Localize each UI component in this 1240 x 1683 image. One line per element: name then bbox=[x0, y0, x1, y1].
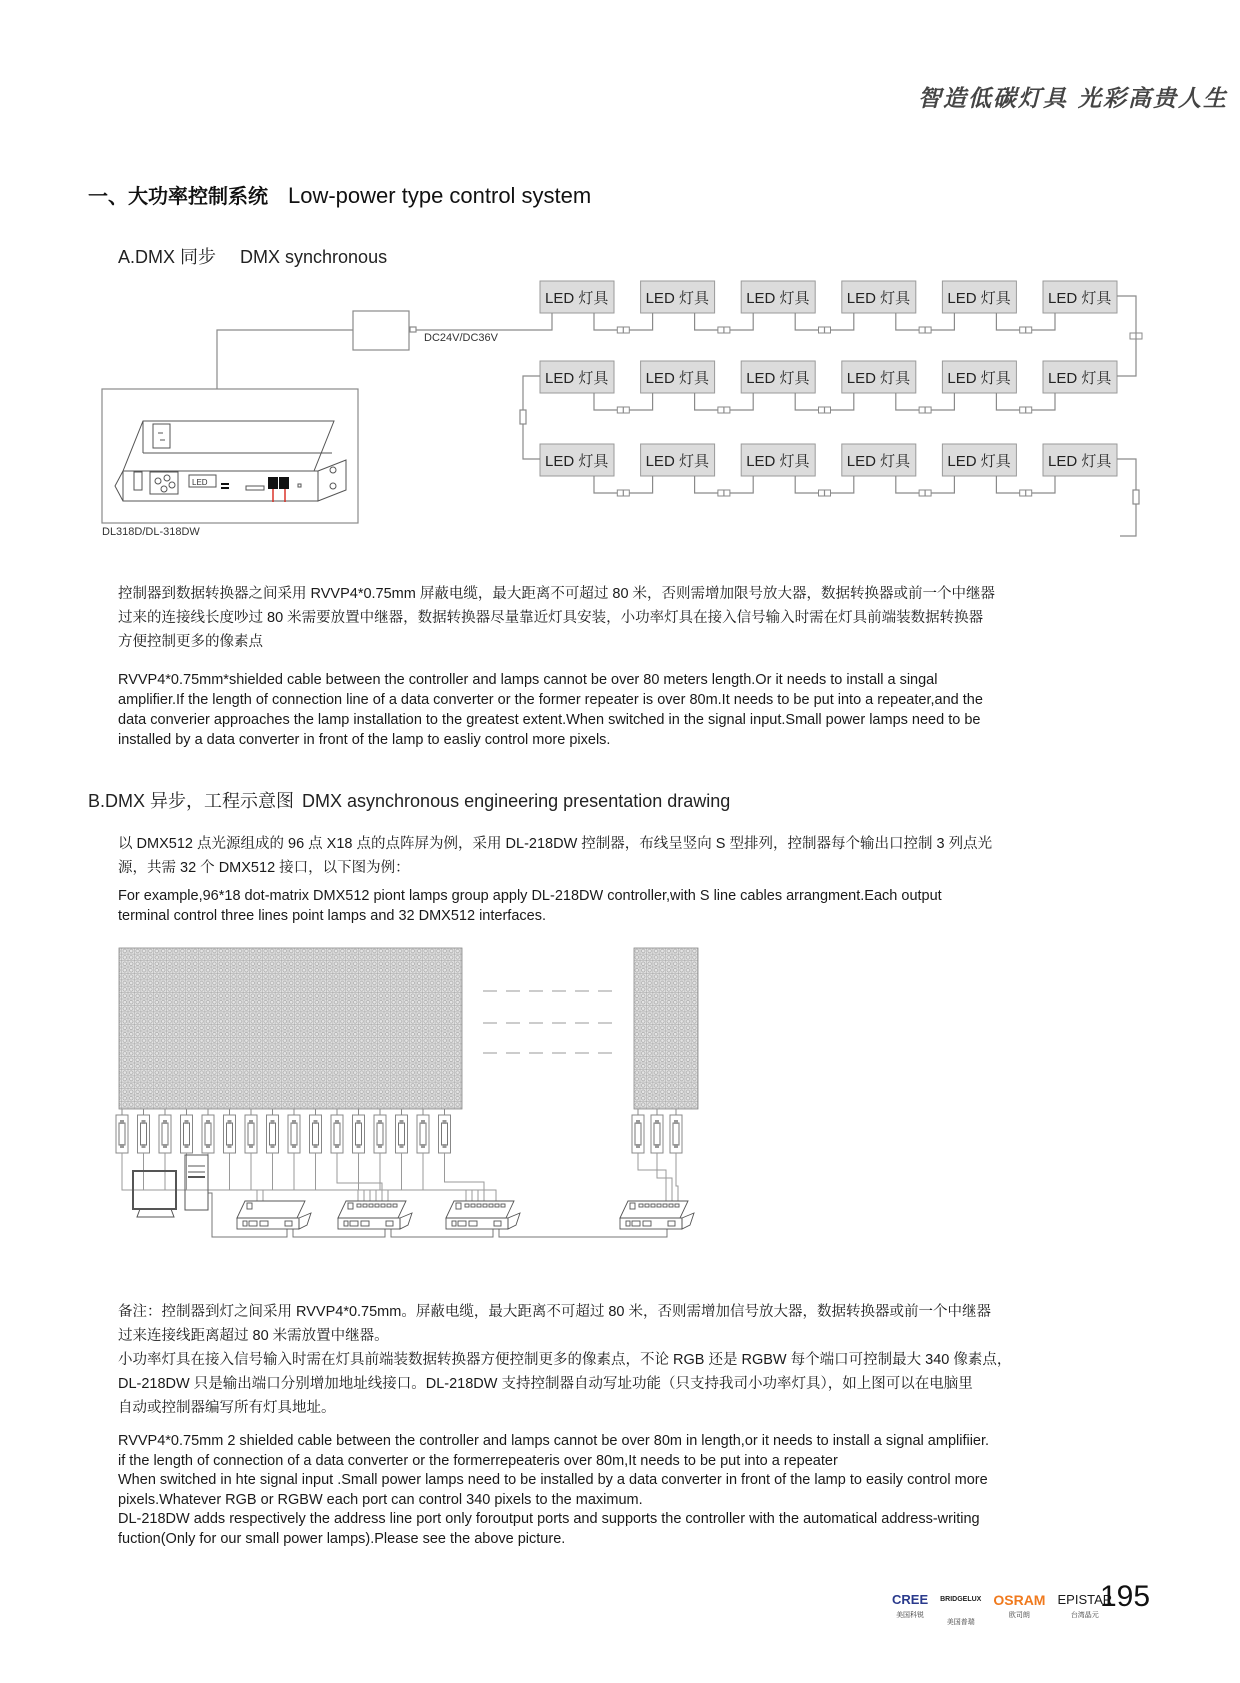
dot-matrix-screen-left bbox=[119, 948, 462, 1109]
led-lamp-label: LED 灯具 bbox=[1048, 453, 1112, 470]
section-b-text-cn bbox=[118, 832, 1118, 880]
led-lamp bbox=[942, 444, 1016, 476]
dmx-controller bbox=[446, 1201, 520, 1229]
subsection-b-title-en: DMX asynchronous engineering presentation drawing bbox=[302, 791, 731, 811]
led-lamp bbox=[540, 361, 614, 393]
led-lamp bbox=[540, 444, 614, 476]
subsection-b-title-cn: B.DMX 异步，工程示意图 bbox=[88, 791, 295, 811]
led-lamp-label: LED 灯具 bbox=[645, 290, 709, 307]
section-a-text-en bbox=[118, 670, 1118, 750]
signal-cable bbox=[423, 1153, 478, 1201]
converter-row bbox=[116, 1109, 682, 1153]
logo-osram: OSRAM 欧司朗 bbox=[993, 1592, 1046, 1619]
data-converter bbox=[288, 1109, 300, 1153]
lamp-grid bbox=[540, 281, 1117, 476]
led-lamp bbox=[540, 281, 614, 313]
led-lamp-label: LED 灯具 bbox=[1048, 290, 1112, 307]
computer-icon bbox=[133, 1155, 208, 1217]
data-converter bbox=[202, 1109, 214, 1153]
led-lamp bbox=[1043, 281, 1117, 313]
data-converter bbox=[651, 1109, 663, 1153]
led-lamp bbox=[641, 361, 715, 393]
led-lamp-label: LED 灯具 bbox=[1048, 370, 1112, 387]
signal-cable bbox=[359, 1153, 497, 1201]
data-converter bbox=[267, 1109, 279, 1153]
led-lamp-label: LED 灯具 bbox=[645, 370, 709, 387]
controller-model-label: DL318D/DL-318DW bbox=[102, 526, 200, 538]
subsection-a-title-en: DMX synchronous bbox=[240, 247, 388, 267]
data-converter bbox=[396, 1109, 408, 1153]
signal-cable bbox=[251, 1153, 358, 1201]
text-line: DL-218DW adds respectively the address line port only foroutput ports and supports the controller with the automatical address-writing bbox=[118, 1511, 980, 1527]
text-line: terminal control three lines point lamps and 32 DMX512 interfaces. bbox=[118, 908, 546, 924]
led-lamp-label: LED 灯具 bbox=[947, 453, 1011, 470]
led-lamp bbox=[741, 444, 815, 476]
text-line: 过来连接线距离超过 80 米需放置中继器。 bbox=[118, 1328, 389, 1344]
data-converter bbox=[439, 1109, 451, 1153]
signal-cable bbox=[337, 1153, 382, 1201]
text-line: 备注：控制器到灯之间采用 RVVP4*0.75mm。屏蔽电缆，最大距离不可超过 80 米，否则需增加信号放大器，数据转换器或前一个中继器 bbox=[118, 1304, 992, 1320]
data-converter bbox=[331, 1109, 343, 1153]
text-line: installed by a data converter in front of the lamp to easliy control more pixels. bbox=[118, 732, 611, 748]
signal-cable bbox=[316, 1153, 377, 1201]
data-converter bbox=[353, 1109, 365, 1153]
signal-cable bbox=[187, 1153, 377, 1201]
led-lamp bbox=[842, 444, 916, 476]
led-lamp-label: LED 灯具 bbox=[947, 370, 1011, 387]
text-line: if the length of connection of a data converter or the formerrepeateris over 80m,It needs to be put into a repeater bbox=[118, 1452, 838, 1469]
data-converter bbox=[632, 1109, 644, 1153]
section-title-en: Low-power type control system bbox=[288, 183, 592, 208]
led-lamp bbox=[741, 361, 815, 393]
led-lamp-label: LED 灯具 bbox=[545, 370, 609, 387]
text-line: RVVP4*0.75mm*shielded cable between the controller and lamps cannot be over 80 meters length.Or it needs to install a singal bbox=[118, 672, 938, 688]
signal-cable bbox=[273, 1153, 365, 1201]
led-lamp bbox=[942, 361, 1016, 393]
data-converter bbox=[245, 1109, 257, 1153]
text-line: RVVP4*0.75mm 2 shielded cable between the controller and lamps cannot be over 80m in length,or it needs to install a signal amplifiier. bbox=[118, 1433, 990, 1449]
led-lamp-label: LED 灯具 bbox=[846, 453, 911, 470]
signal-cable bbox=[638, 1153, 666, 1201]
controller-device-icon bbox=[115, 421, 346, 501]
text-line: data converier approaches the lamp installation to the greatest extent.When switched in the signal input.Small power lamps need to be bbox=[118, 712, 981, 728]
led-lamp bbox=[741, 281, 815, 313]
text-line: fuction(Only for our small power lamps).Please see the above picture. bbox=[118, 1530, 566, 1547]
power-supply-box bbox=[353, 311, 409, 350]
text-line: 控制器到数据转换器之间采用 RVVP4*0.75mm 屏蔽电缆，最大距离不可超过 80 米，否则需增加限号放大器，数据转换器或前一个中继器 bbox=[118, 586, 996, 602]
led-lamp bbox=[1043, 444, 1117, 476]
led-lamp-label: LED 灯具 bbox=[545, 453, 609, 470]
data-converter bbox=[138, 1109, 150, 1153]
led-lamp-label: LED 灯具 bbox=[846, 290, 911, 307]
text-line: amplifier.If the length of connection line of a data converter or the former repeater is over 80m.It needs to be put into a repeater,and the bbox=[118, 692, 983, 708]
brand-logos bbox=[892, 1592, 1112, 1632]
data-converter bbox=[224, 1109, 236, 1153]
led-lamp bbox=[842, 281, 916, 313]
dmx-async-diagram bbox=[0, 935, 1240, 1275]
led-lamp bbox=[641, 444, 715, 476]
text-line: 源，共需 32 个 DMX512 接口，以下图为例： bbox=[118, 860, 410, 876]
led-lamp bbox=[641, 281, 715, 313]
led-lamp-label: LED 灯具 bbox=[645, 453, 709, 470]
signal-cable bbox=[208, 1153, 382, 1201]
continuation-dashes bbox=[483, 991, 614, 1053]
text-line: DL-218DW 只是输出端口分别增加地址线接口。DL-218DW 支持控制器自动写址功能（只支持我司小功率灯具），如上图可以在电脑里 bbox=[118, 1376, 973, 1392]
text-line: 方便控制更多的像素点 bbox=[118, 634, 263, 650]
text-line: When switched in hte signal input .Small power lamps need to be installed by a data converter in front of the lamp to easily control more bbox=[118, 1472, 988, 1488]
section-b-note-cn bbox=[118, 1300, 1118, 1420]
data-converter bbox=[374, 1109, 386, 1153]
data-converter bbox=[159, 1109, 171, 1153]
text-line: 自动或控制器编写所有灯具地址。 bbox=[118, 1400, 336, 1416]
dmx-controller bbox=[237, 1201, 311, 1229]
text-line: pixels.Whatever RGB or RGBW each port can control 340 pixels to the maximum. bbox=[118, 1491, 643, 1508]
subsection-a-title-cn: A.DMX 同步 bbox=[118, 247, 217, 267]
logo-epistar: EPISTAR 台湾晶元 bbox=[1057, 1592, 1113, 1619]
dmx-controller bbox=[620, 1201, 694, 1229]
data-converter bbox=[181, 1109, 193, 1153]
led-lamp-label: LED 灯具 bbox=[746, 370, 810, 387]
dot-matrix-screen-right bbox=[634, 948, 698, 1109]
signal-cable bbox=[657, 1153, 672, 1201]
section-a-text-cn bbox=[118, 582, 1118, 654]
header-slogan: 智造低碳灯具 光彩高贵人生 bbox=[918, 85, 1229, 112]
led-lamp-label: LED 灯具 bbox=[746, 453, 810, 470]
logo-bridgelux: BRIDGELUX 美国普瑞 bbox=[940, 1596, 982, 1626]
text-line: 以 DMX512 点光源组成的 96 点 X18 点的点阵屏为例，采用 DL-218DW 控制器，布线呈竖向 S 型排列，控制器每个输出口控制 3 列点光 bbox=[118, 836, 993, 852]
dmx-sync-diagram bbox=[0, 0, 1240, 560]
dmx-controller bbox=[338, 1201, 412, 1229]
data-converter bbox=[310, 1109, 322, 1153]
led-lamp-label: LED 灯具 bbox=[846, 370, 911, 387]
logo-cree: CREE 美国科锐 bbox=[892, 1592, 929, 1619]
data-converter bbox=[670, 1109, 682, 1153]
data-converter bbox=[116, 1109, 128, 1153]
power-label: DC24V/DC36V bbox=[424, 332, 498, 344]
section-b-text-en bbox=[118, 886, 1118, 926]
led-lamp-label: LED 灯具 bbox=[947, 290, 1011, 307]
signal-cable bbox=[676, 1153, 678, 1201]
led-lamp bbox=[842, 361, 916, 393]
controller-led-label: LED bbox=[192, 478, 208, 487]
text-line: 过来的连接线长度吵过 80 米需要放置中继器，数据转换器尽量靠近灯具安装，小功率灯具在接入信号输入时需在灯具前端装数据转换器 bbox=[118, 610, 984, 626]
controller-row bbox=[237, 1201, 694, 1229]
data-converter bbox=[417, 1109, 429, 1153]
led-lamp bbox=[942, 281, 1016, 313]
text-line: For example,96*18 dot-matrix DMX512 piont lamps group apply DL-218DW controller,with S line cables arrangment.Each output bbox=[118, 888, 942, 904]
section-b-note-en bbox=[118, 1432, 1128, 1549]
page-number: 195 bbox=[1100, 1580, 1151, 1613]
signal-cable bbox=[402, 1153, 473, 1201]
lamp-wiring bbox=[520, 296, 1142, 536]
section-title-cn: 一、大功率控制系统 bbox=[88, 184, 268, 208]
led-lamp-label: LED 灯具 bbox=[746, 290, 810, 307]
led-lamp bbox=[1043, 361, 1117, 393]
text-line: 小功率灯具在接入信号输入时需在灯具前端装数据转换器方便控制更多的像素点，不论 RGB 还是 RGBW 每个端口可控制最大 340 像素点， bbox=[118, 1352, 1012, 1368]
subsection-b-title bbox=[88, 787, 730, 813]
led-lamp-label: LED 灯具 bbox=[545, 290, 609, 307]
